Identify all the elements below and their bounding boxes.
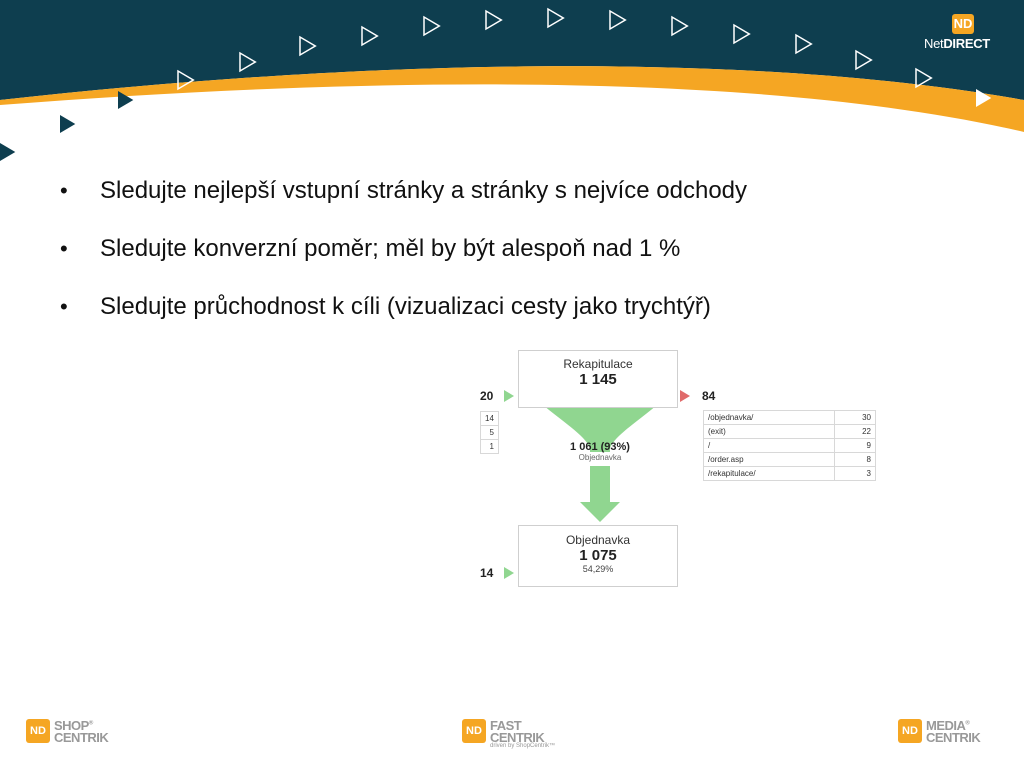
exit-page: /rekapitulace/: [704, 467, 835, 481]
entry-value: 5: [481, 426, 499, 440]
logo-reg: ®: [88, 720, 93, 727]
logo-text: SHOP: [54, 718, 89, 733]
fastcentrik-mark: ND: [462, 719, 486, 743]
stage-name: Rekapitulace: [563, 357, 633, 371]
stage2-entries: 14: [480, 566, 494, 580]
bullet-item: • Sledujte nejlepší vstupní stránky a stránky s nejvíce odchody: [60, 170, 747, 228]
exit-page: (exit): [704, 425, 835, 439]
stage1-entries: 20: [480, 389, 494, 403]
exit-page: /order.asp: [704, 453, 835, 467]
shopcentrik-logo: [26, 716, 136, 746]
entry-value: 14: [481, 412, 499, 426]
table-row: [704, 425, 876, 439]
exit-value: 9: [834, 439, 875, 453]
mediacentrik-logo: [898, 716, 1008, 746]
transition-label: [540, 441, 660, 462]
logo-text: MEDIA: [926, 718, 966, 733]
triangle-icon: [60, 115, 75, 133]
exit-page: /objednavka/: [704, 411, 835, 425]
transition-count: 1 061 (93%): [570, 441, 630, 453]
header-background: [0, 0, 1024, 170]
logo-reg: ®: [965, 720, 970, 727]
triangle-icon: [0, 143, 15, 161]
netdirect-wordmark: NetDIRECT: [924, 36, 990, 51]
netdirect-logo: [924, 14, 1004, 54]
table-row: [481, 412, 499, 426]
table-row: [704, 453, 876, 467]
shopcentrik-mark: ND: [26, 719, 50, 743]
bullet-list: [60, 170, 747, 344]
netdirect-mark: ND: [952, 14, 974, 34]
table-row: [481, 426, 499, 440]
stage-count: 1 145: [579, 371, 617, 388]
exit-value: 3: [834, 467, 875, 481]
exit-value: 22: [834, 425, 875, 439]
exit-page: /: [704, 439, 835, 453]
exit-arrow-icon: [680, 390, 690, 402]
exit-value: 30: [834, 411, 875, 425]
table-row: [704, 467, 876, 481]
funnel-visualization: [470, 340, 890, 600]
fastcentrik-line2: CENTRIK: [490, 730, 545, 745]
fastcentrik-logo: [462, 716, 572, 749]
fastcentrik-line1: FAST: [490, 718, 522, 733]
bullet-item: • Sledujte průchodnost k cíli (vizualizaci cesty jako trychtýř): [60, 286, 747, 344]
stage-objednavka: [518, 525, 678, 587]
mediacentrik-mark: ND: [898, 719, 922, 743]
stage1-exits: 84: [702, 389, 716, 403]
funnel-arrow-icon: [580, 502, 620, 522]
table-row: [481, 440, 499, 454]
stage-name: Objednavka: [565, 533, 631, 547]
stage-rate: 54,29%: [582, 564, 614, 574]
entry-arrow-2-icon: [504, 567, 514, 579]
exit-value: 8: [834, 453, 875, 467]
fastcentrik-tagline: driven by ShopCentrik™: [490, 743, 556, 749]
table-row: [704, 411, 876, 425]
entry-sources-table: [480, 411, 499, 454]
entry-value: 1: [481, 440, 499, 454]
transition-target: Objednavka: [578, 453, 622, 462]
exit-pages-table: [703, 410, 876, 481]
funnel-stem: [590, 466, 610, 506]
shopcentrik-line2: CENTRIK: [54, 730, 109, 745]
table-row: [704, 439, 876, 453]
entry-arrow-icon: [504, 390, 514, 402]
bullet-item: • Sledujte konverzní poměr; měl by být alespoň nad 1 %: [60, 228, 747, 286]
mediacentrik-line2: CENTRIK: [926, 730, 981, 745]
stage-rekapitulace: [518, 350, 678, 408]
stage-count: 1 075: [579, 547, 617, 564]
